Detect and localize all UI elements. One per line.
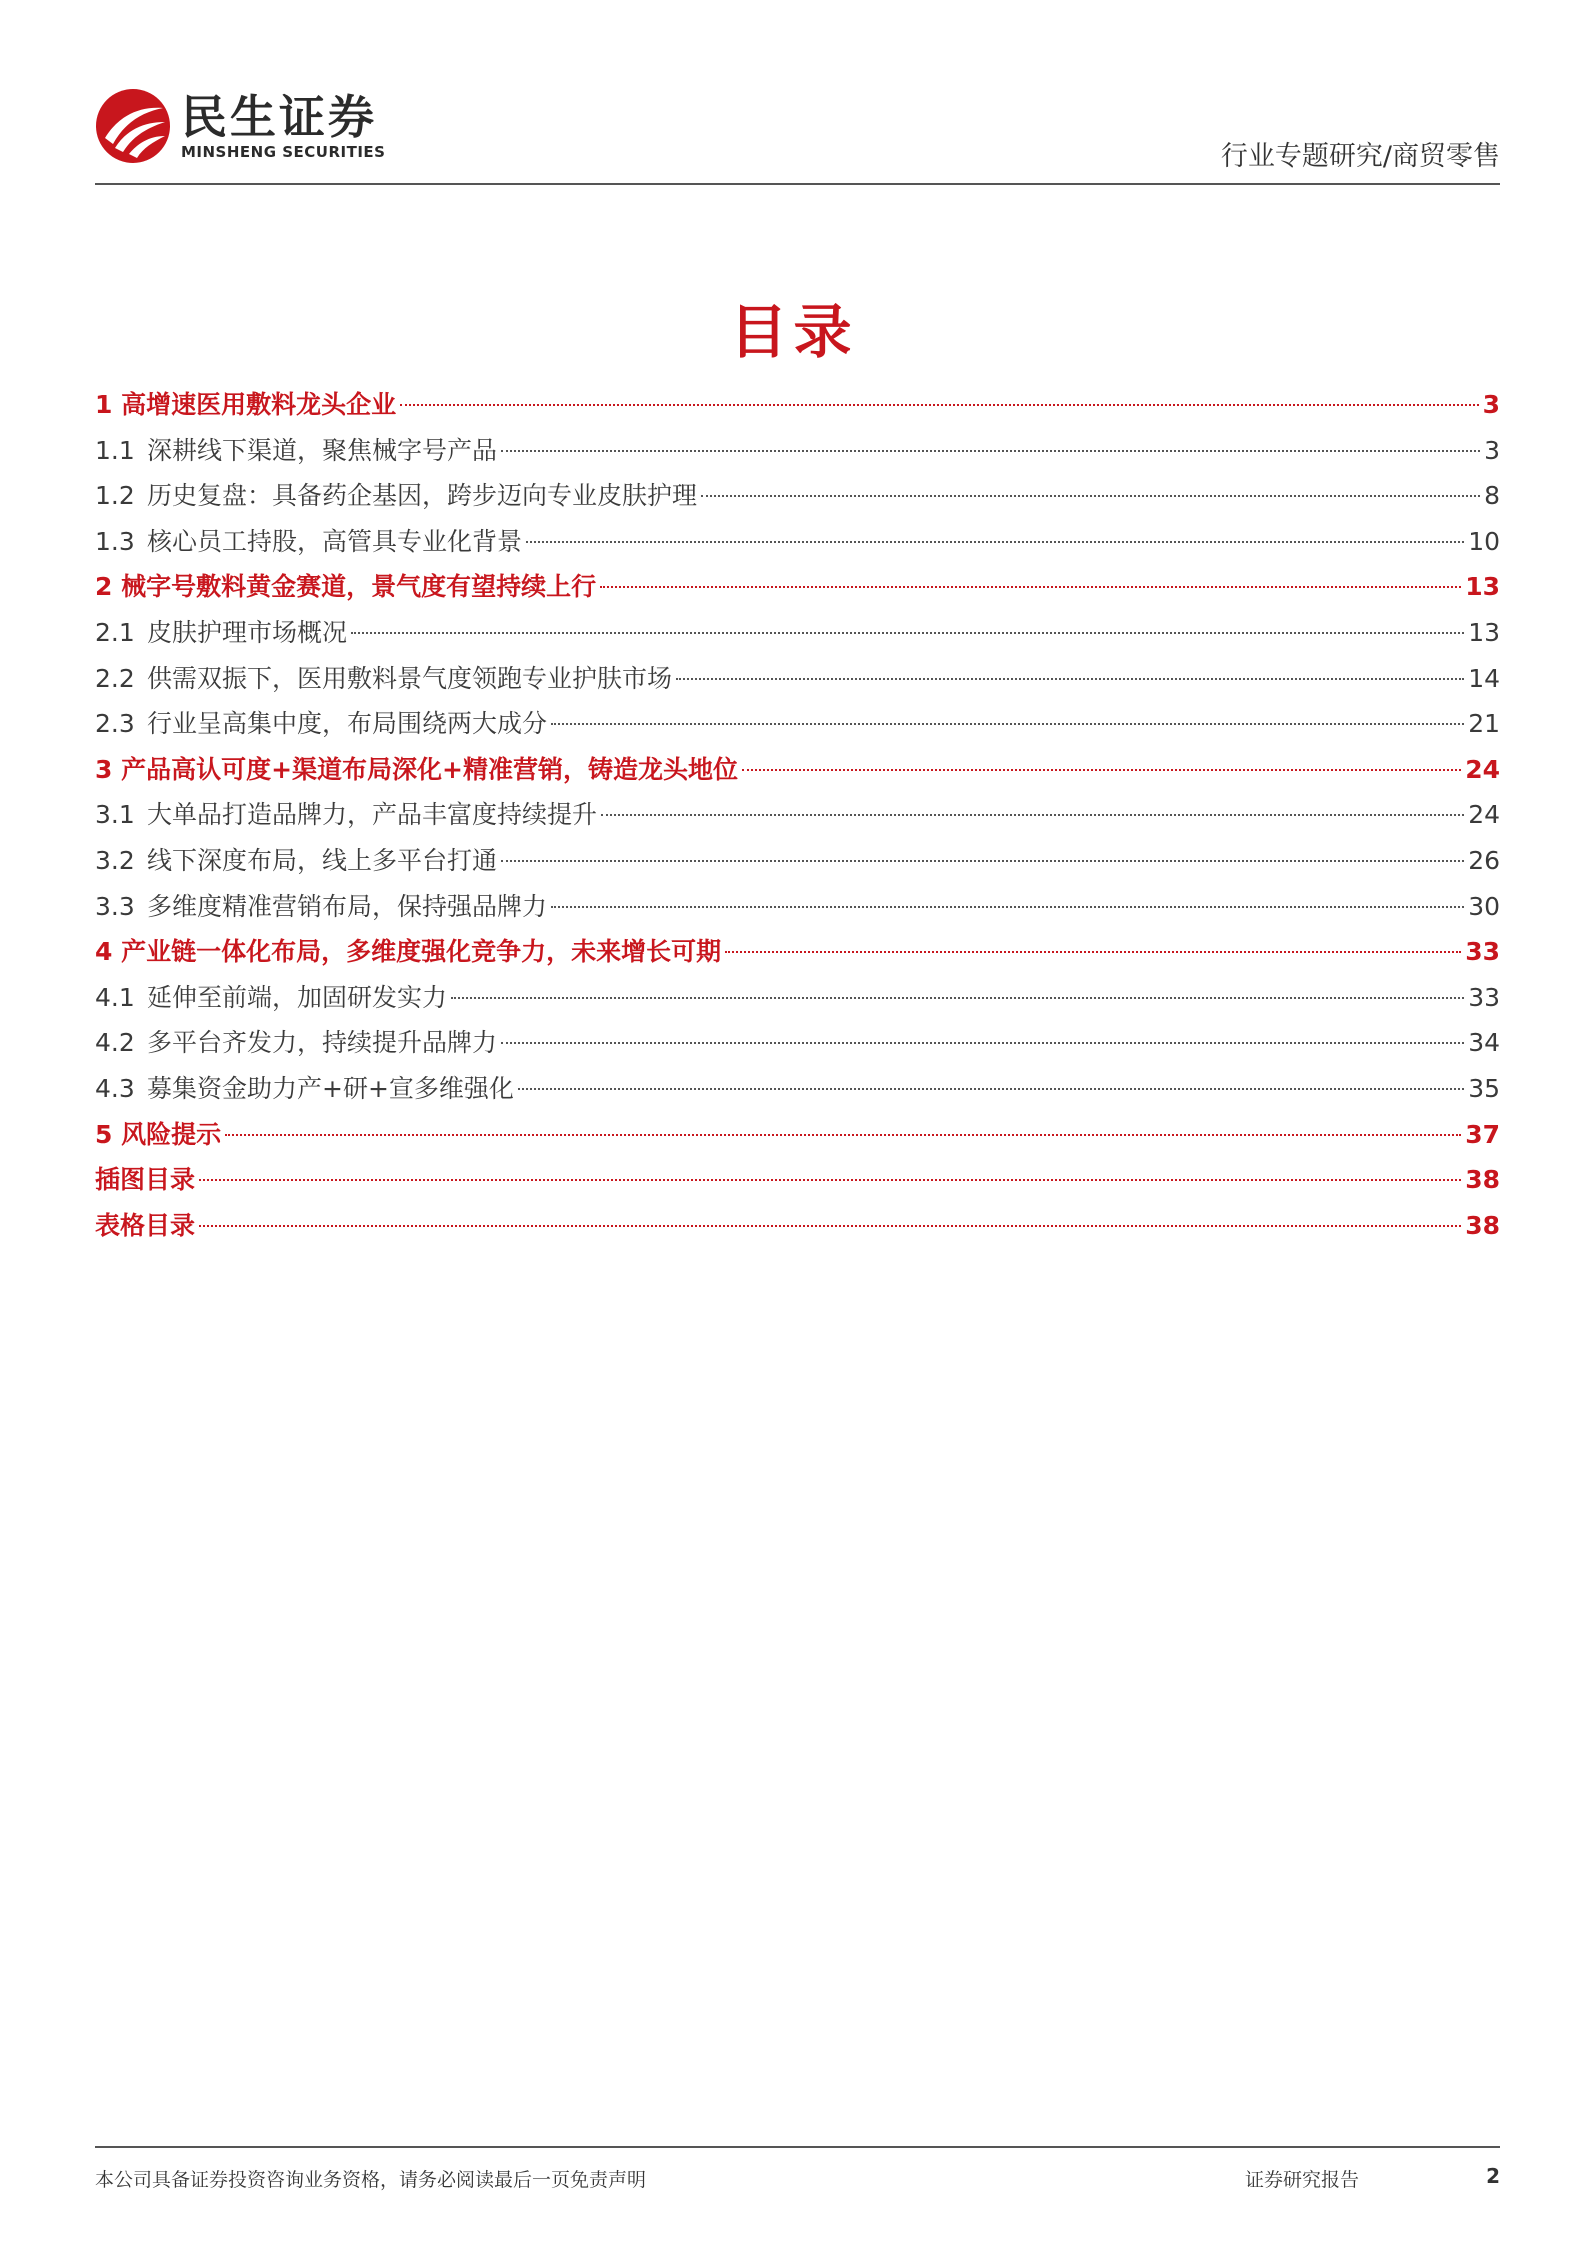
- toc-entry-text: 行业呈高集中度，布局围绕两大成分: [147, 709, 548, 739]
- toc-dot-leader: [451, 997, 1464, 999]
- toc-entry-label: [95, 1020, 497, 1066]
- toc-dot-leader: [676, 678, 1464, 680]
- toc-entry-label: [95, 1066, 514, 1112]
- toc-subsection-entry[interactable]: [95, 610, 1500, 656]
- company-logo: [95, 88, 386, 164]
- toc-entry-label: [95, 701, 547, 747]
- toc-dot-leader: [742, 769, 1461, 771]
- toc-entry-label: [95, 519, 522, 565]
- toc-entry-number: 4.3: [95, 1073, 135, 1103]
- toc-dot-leader: [601, 814, 1464, 816]
- toc-subsection-entry[interactable]: [95, 792, 1500, 838]
- toc-entry-label: 表格目录: [95, 1210, 196, 1240]
- toc-entry-text: 延伸至前端，加固研发实力: [147, 982, 448, 1012]
- toc-entry-number: 1.1: [95, 435, 135, 465]
- toc-entry-label: 4 产业链一体化布局，多维度强化竞争力，未来增长可期: [95, 937, 722, 967]
- toc-entry-text: 线下深度布局，线上多平台打通: [147, 845, 498, 875]
- toc-entry-number: 3.1: [95, 800, 135, 830]
- toc-entry-text: 大单品打造品牌力，产品丰富度持续提升: [147, 800, 598, 830]
- toc-page-number: 8: [1484, 481, 1500, 511]
- toc-dot-leader: [351, 632, 1464, 634]
- toc-subsection-entry[interactable]: [95, 884, 1500, 930]
- toc-subsection-entry[interactable]: [95, 656, 1500, 702]
- toc-section-entry[interactable]: [95, 1112, 1500, 1158]
- toc-subsection-entry[interactable]: [95, 701, 1500, 747]
- toc-page-number: 33: [1468, 982, 1500, 1012]
- toc-subsection-entry[interactable]: [95, 519, 1500, 565]
- toc-entry-label: [95, 473, 697, 519]
- page-header: [95, 88, 1500, 184]
- toc-entry-text: 历史复盘：具备药企基因，跨步迈向专业皮肤护理: [147, 481, 698, 511]
- toc-page-number: 35: [1468, 1073, 1500, 1103]
- toc-dot-leader: [551, 723, 1464, 725]
- toc-dot-leader: [501, 450, 1480, 452]
- minsheng-logo-icon: [95, 88, 171, 164]
- toc-section-entry[interactable]: [95, 747, 1500, 793]
- logo-english-name: MINSHENG SECURITIES: [181, 143, 386, 161]
- toc-dot-leader: [526, 541, 1464, 543]
- toc-dot-leader: [701, 495, 1480, 497]
- toc-entry-text: 多平台齐发力，持续提升品牌力: [147, 1028, 498, 1058]
- toc-page-number: 37: [1465, 1119, 1500, 1149]
- toc-entry-number: 4.1: [95, 982, 135, 1012]
- toc-entry-label: [95, 610, 347, 656]
- toc-subsection-entry[interactable]: [95, 1066, 1500, 1112]
- toc-entry-text: 核心员工持股，高管具专业化背景: [147, 526, 523, 556]
- toc-subsection-entry[interactable]: [95, 1020, 1500, 1066]
- toc-entry-text: 供需双振下，医用敷料景气度领跑专业护肤市场: [147, 663, 673, 693]
- toc-entry-number: 3.2: [95, 845, 135, 875]
- toc-entry-text: 多维度精准营销布局，保持强品牌力: [147, 891, 548, 921]
- toc-entry-label: [95, 656, 672, 702]
- toc-subsection-entry[interactable]: [95, 473, 1500, 519]
- toc-dot-leader: [501, 1042, 1464, 1044]
- toc-entry-text: 深耕线下渠道，聚焦械字号产品: [147, 435, 498, 465]
- toc-entry-number: 1.2: [95, 481, 135, 511]
- toc-entry-label: [95, 792, 597, 838]
- toc-dot-leader: [199, 1179, 1461, 1181]
- toc-section-entry[interactable]: [95, 1157, 1500, 1203]
- toc-page-number: 24: [1465, 754, 1500, 784]
- toc-entry-label: [95, 428, 497, 474]
- toc-subsection-entry[interactable]: [95, 975, 1500, 1021]
- toc-entry-number: 3.3: [95, 891, 135, 921]
- toc-entry-label: 2 械字号敷料黄金赛道，景气度有望持续上行: [95, 572, 597, 602]
- toc-page-number: 38: [1465, 1210, 1500, 1240]
- toc-dot-leader: [518, 1088, 1464, 1090]
- toc-entry-label: [95, 975, 447, 1021]
- toc-dot-leader: [551, 906, 1464, 908]
- toc-entry-label: 1 高增速医用敷料龙头企业: [95, 390, 397, 419]
- toc-entry-text: 募集资金助力产+研+宣多维强化: [147, 1073, 514, 1103]
- toc-page-number: 13: [1468, 617, 1500, 647]
- toc-entry-number: 2.1: [95, 617, 135, 647]
- logo-chinese-name: 民生证券: [181, 90, 377, 144]
- toc-page-number: 3: [1484, 435, 1500, 465]
- toc-dot-leader: [600, 586, 1461, 588]
- toc-page-number: 10: [1468, 526, 1500, 556]
- toc-page-number: 30: [1468, 891, 1500, 921]
- toc-page-number: 14: [1468, 663, 1500, 693]
- table-of-contents: [95, 382, 1500, 1248]
- header-divider: [95, 183, 1500, 185]
- toc-title: 目录: [729, 298, 858, 366]
- toc-section-entry[interactable]: [95, 564, 1500, 610]
- toc-dot-leader: [199, 1225, 1461, 1227]
- toc-page-number: 13: [1465, 572, 1500, 602]
- toc-entry-text: 皮肤护理市场概况: [147, 617, 348, 647]
- report-category: 行业专题研究/商贸零售: [1220, 141, 1500, 172]
- toc-page-number: 26: [1468, 845, 1500, 875]
- toc-page-number: 3: [1482, 390, 1500, 419]
- toc-page-number: 24: [1468, 800, 1500, 830]
- toc-page-number: 21: [1468, 709, 1500, 739]
- footer-disclaimer: 本公司具备证券投资咨询业务资格，请务必阅读最后一页免责声明: [95, 2169, 647, 2191]
- toc-entry-label: 5 风险提示: [95, 1119, 222, 1149]
- toc-entry-number: 2.3: [95, 709, 135, 739]
- toc-dot-leader: [725, 951, 1461, 953]
- toc-entry-label: 插图目录: [95, 1165, 196, 1195]
- toc-dot-leader: [501, 860, 1464, 862]
- toc-subsection-entry[interactable]: [95, 838, 1500, 884]
- toc-entry-number: 1.3: [95, 526, 135, 556]
- toc-section-entry[interactable]: [95, 1203, 1500, 1249]
- toc-section-entry[interactable]: [95, 382, 1500, 428]
- toc-subsection-entry[interactable]: [95, 428, 1500, 474]
- toc-dot-leader: [225, 1134, 1461, 1136]
- toc-page-number: 34: [1468, 1028, 1500, 1058]
- footer-divider: [95, 2146, 1500, 2148]
- page-number: 2: [1486, 2164, 1500, 2188]
- toc-section-entry[interactable]: [95, 929, 1500, 975]
- toc-page-number: 38: [1465, 1165, 1500, 1195]
- toc-entry-label: [95, 838, 497, 884]
- toc-dot-leader: [400, 404, 1478, 406]
- toc-entry-number: 4.2: [95, 1028, 135, 1058]
- toc-page-number: 33: [1465, 937, 1500, 967]
- toc-entry-number: 2.2: [95, 663, 135, 693]
- toc-entry-label: [95, 884, 547, 930]
- toc-entry-label: 3 产品高认可度+渠道布局深化+精准营销，铸造龙头地位: [95, 754, 738, 784]
- footer-doc-type: 证券研究报告: [1245, 2169, 1360, 2191]
